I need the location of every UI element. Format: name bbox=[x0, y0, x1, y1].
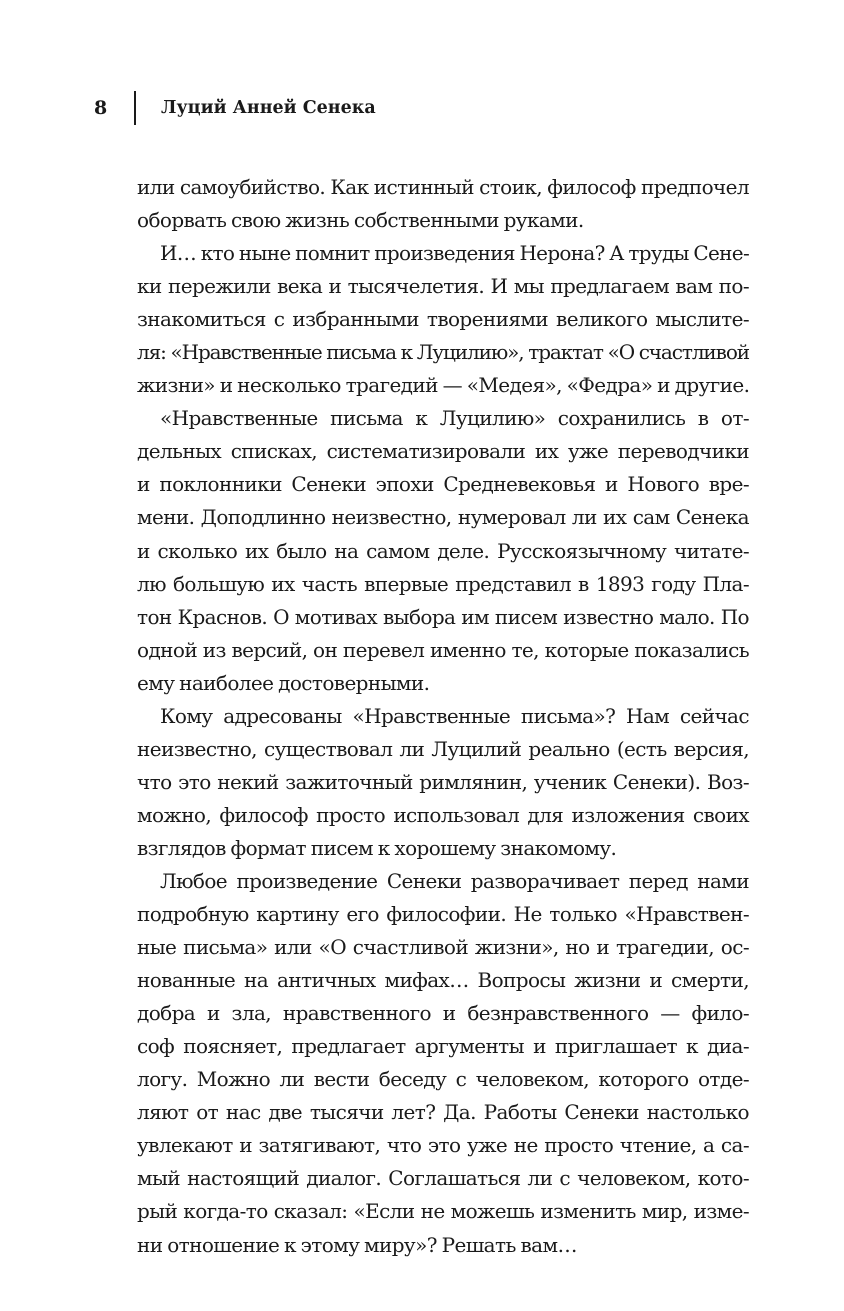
text-line: дельных списках, систематизировали их уже переводчики bbox=[137, 439, 749, 464]
running-header bbox=[0, 93, 844, 123]
text-line: мый настоящий диалог. Соглашаться ли с человеком, кото- bbox=[137, 1166, 749, 1191]
text-line: ни отношение к этому миру»? Решать вам… bbox=[137, 1232, 577, 1257]
body-text bbox=[137, 171, 749, 1262]
header-divider bbox=[134, 91, 136, 125]
text-line: И… кто ныне помнит произведения Нерона? А труды Сене- bbox=[160, 241, 749, 266]
running-title: Луций Анней Сенека bbox=[161, 98, 376, 118]
text-line: Кому адресованы «Нравственные письма»? Нам сейчас bbox=[160, 703, 749, 728]
text-line: ля: «Нравственные письма к Луцилию», трактат «О счастливой bbox=[137, 340, 749, 365]
text-line: лю большую их часть впервые представил в 1893 году Пла- bbox=[137, 571, 749, 596]
text-line: ки пережили века и тысячелетия. И мы предлагаем вам по- bbox=[137, 274, 749, 299]
text-line: что это некий зажиточный римлянин, ученик Сенеки). Воз- bbox=[137, 769, 749, 794]
text-line: рый когда-то сказал: «Если не можешь изменить мир, изме- bbox=[137, 1199, 749, 1224]
text-line: мени. Доподлинно неизвестно, нумеровал ли их сам Сенека bbox=[137, 505, 749, 530]
text-line: жизни» и несколько трагедий — «Медея», «Федра» и другие. bbox=[137, 373, 750, 398]
text-line: подробную картину его философии. Не только «Нравствен- bbox=[137, 902, 749, 927]
text-line: тон Краснов. О мотивах выбора им писем известно мало. По bbox=[137, 604, 749, 629]
text-line: нованные на античных мифах… Вопросы жизни и смерти, bbox=[137, 968, 749, 993]
text-line: и сколько их было на самом деле. Русскоязычному читате- bbox=[137, 538, 749, 563]
text-line: Любое произведение Сенеки разворачивает перед нами bbox=[160, 868, 749, 893]
text-line: оборвать свою жизнь собственными руками. bbox=[137, 208, 584, 233]
text-line: логу. Можно ли вести беседу с человеком, которого отде- bbox=[137, 1067, 749, 1092]
text-line: ляют от нас две тысячи лет? Да. Работы Сенеки настолько bbox=[137, 1100, 749, 1125]
page-number: 8 bbox=[94, 97, 108, 119]
text-line: можно, философ просто использовал для изложения своих bbox=[137, 802, 749, 827]
text-line: ные письма» или «О счастливой жизни», но и трагедии, ос- bbox=[137, 935, 749, 960]
text-line: знакомиться с избранными творениями великого мыслите- bbox=[137, 307, 749, 332]
text-line: неизвестно, существовал ли Луцилий реально (есть версия, bbox=[137, 736, 749, 761]
text-line: соф поясняет, предлагает аргументы и приглашает к диа- bbox=[137, 1034, 749, 1059]
text-line: добра и зла, нравственного и безнравственного — фило- bbox=[137, 1001, 749, 1026]
text-line: взглядов формат писем к хорошему знакомому. bbox=[137, 835, 617, 860]
text-line: ему наиболее достоверными. bbox=[137, 670, 430, 695]
text-line: и поклонники Сенеки эпохи Средневековья и Нового вре- bbox=[137, 472, 749, 497]
text-line: или самоубийство. Как истинный стоик, философ предпочел bbox=[137, 175, 749, 199]
text-line: одной из версий, он перевел именно те, которые показались bbox=[137, 637, 749, 662]
text-line: «Нравственные письма к Луцилию» сохранились в от- bbox=[160, 406, 749, 431]
text-line: увлекают и затягивают, что это уже не просто чтение, а са- bbox=[137, 1133, 749, 1158]
